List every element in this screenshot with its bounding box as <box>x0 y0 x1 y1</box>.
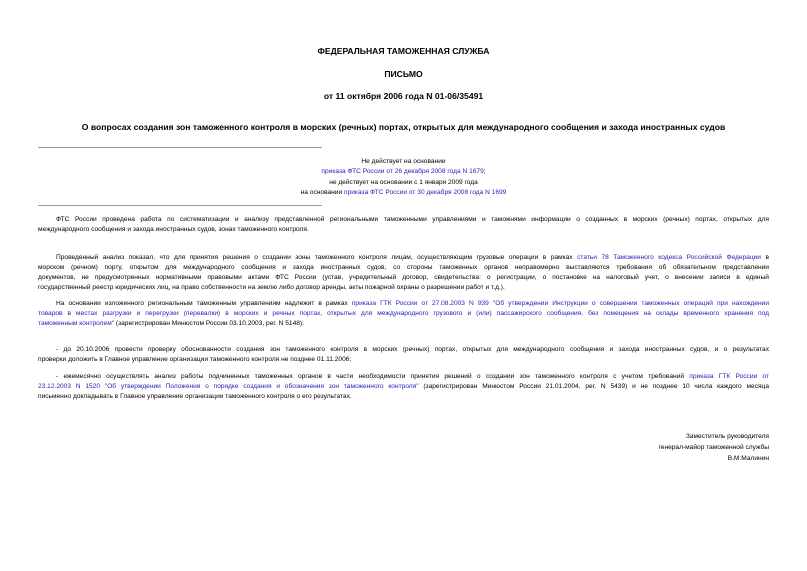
status-line-4 <box>0 188 807 197</box>
link-order-939-part-3[interactable]: таможенным контролем" <box>38 320 115 327</box>
paragraph-3-line-2 <box>38 309 769 319</box>
paragraph-3-line-1 <box>38 299 769 309</box>
paragraph-2-line-2: морском (речном) порту, открытом для международного сообщения и захода иностранных судов, со стороны таможенных органов неправомерно выставляются требования об обязательном представлении <box>38 264 769 271</box>
link-customs-code-article-78[interactable]: статьи 78 Таможенного кодекса Российской Федерации <box>577 254 761 261</box>
status-line-4-prefix: на основании <box>300 189 345 196</box>
paragraph-1 <box>38 215 769 235</box>
status-line-2-tail: ; <box>483 168 486 175</box>
paragraph-4 <box>38 345 769 365</box>
paragraph-1-line-2: международного сообщения и захода иностранных судов, зонах таможенного контроля. <box>38 226 309 233</box>
link-order-939-part-2[interactable]: товаров в местах разгрузки и перегрузки (перевалки) в морских и речных портах, открытых для международного грузового и (или) пассажирского сообщения, без помещения на склады временного хранения под <box>38 310 769 317</box>
paragraph-3-text-a: На основании изложенного региональным таможенным управлениям надлежит в рамках <box>56 300 352 307</box>
paragraph-4-line-1: - до 20.10.2006 провести проверку обоснованности создания зон таможенного контроля в морских (речных) портах, открытых для международного сообщения и захода иностранных судов, и о результатах <box>56 346 769 353</box>
paragraph-5-text-a: - ежемесячно осуществлять анализ работы подчиненных таможенных органов в части необходимости принятия решений о создании зон таможенного контроля с учетом требований <box>56 373 690 380</box>
paragraph-1-line-1: ФТС России проведена работа по систематизации и анализу представленной региональными таможенными управлениями и таможнями информации о созданных в морских (речных) портах, открытых для <box>56 216 769 223</box>
signatory-name: В.М.Малинин <box>727 455 769 462</box>
document-type: ПИСЬМО <box>384 69 423 79</box>
status-link-order-1679[interactable]: приказа ФТС России от 26 декабря 2008 года N 1679 <box>321 168 484 175</box>
paragraph-5-line-1 <box>38 372 769 382</box>
link-order-939-part-1[interactable]: приказа ГТК России от 27.08.2003 N 939 "Об утверждении Инструкции о совершении таможенных операций при нахождении <box>351 300 770 307</box>
link-order-1520-part-1[interactable]: приказа ГТК России от <box>689 373 769 380</box>
link-order-1520-part-2[interactable]: 23.12.2003 N 1520 "Об утверждении Положения о порядке создания и обозначения зон таможенного контроля" <box>38 383 419 390</box>
paragraph-3-line-3 <box>38 319 769 329</box>
paragraph-5-line-2 <box>38 382 769 392</box>
status-line-2 <box>0 167 807 176</box>
paragraph-4-line-2: проверки доложить в Главное управление организации таможенного контроля не позднее 01.11.2006; <box>38 356 352 363</box>
paragraph-2-text-a: Проведенный анализ показал, что для принятия решения о создании зоны таможенного контроля лицам, осуществляющим грузовые операции в рамках <box>56 254 578 261</box>
paragraph-2-line-3: документов, не предусмотренных нормативными правовыми актами ФТС России (устав, учредительный договор, свидетельства: о регистрации, о постановке на налоговый учет, о внесении записи в единый <box>38 274 769 281</box>
signatory-rank: генерал-майор таможенной службы <box>658 444 769 451</box>
paragraph-5 <box>38 372 769 402</box>
status-divider-bottom <box>38 205 322 206</box>
paragraph-2-line-1 <box>38 253 769 263</box>
status-divider-top <box>38 147 322 148</box>
status-line-3: не действует на основании с 1 января 2009 года <box>329 179 478 186</box>
document-title: О вопросах создания зон таможенного контроля в морских (речных) портах, открытых для международного сообщения и захода иностранных судов <box>81 122 726 132</box>
paragraph-2 <box>38 253 769 293</box>
paragraph-3-text-b: (зарегистрирован Минюстом России 03.10.2003, рег. N 5148): <box>114 320 304 327</box>
document-date-number: от 11 октября 2006 года N 01-06/35491 <box>323 91 484 101</box>
paragraph-5-line-3: письменно докладывать в Главное управление организации таможенного контроля о его результатах. <box>38 393 352 400</box>
issuing-organization: ФЕДЕРАЛЬНАЯ ТАМОЖЕННАЯ СЛУЖБА <box>317 46 490 56</box>
status-line-1: Не действует на основании <box>361 158 446 165</box>
paragraph-3 <box>38 299 769 329</box>
status-link-order-1699[interactable]: приказа ФТС России от 30 декабря 2008 года N 1699 <box>344 189 507 196</box>
paragraph-2-line-4: государственный реестр юридических лиц, на право собственности на землю либо договор аренды, акты пожарной охраны о разрешении работ и т.д.). <box>38 284 505 291</box>
paragraph-5-text-b: (зарегистрирован Минюстом России 21.01.2004, рег. N 5439) и не позднее 10 числа каждого месяца <box>418 383 770 390</box>
paragraph-2-text-b: в <box>761 254 769 261</box>
signatory-position: Заместитель руководителя <box>685 433 769 440</box>
